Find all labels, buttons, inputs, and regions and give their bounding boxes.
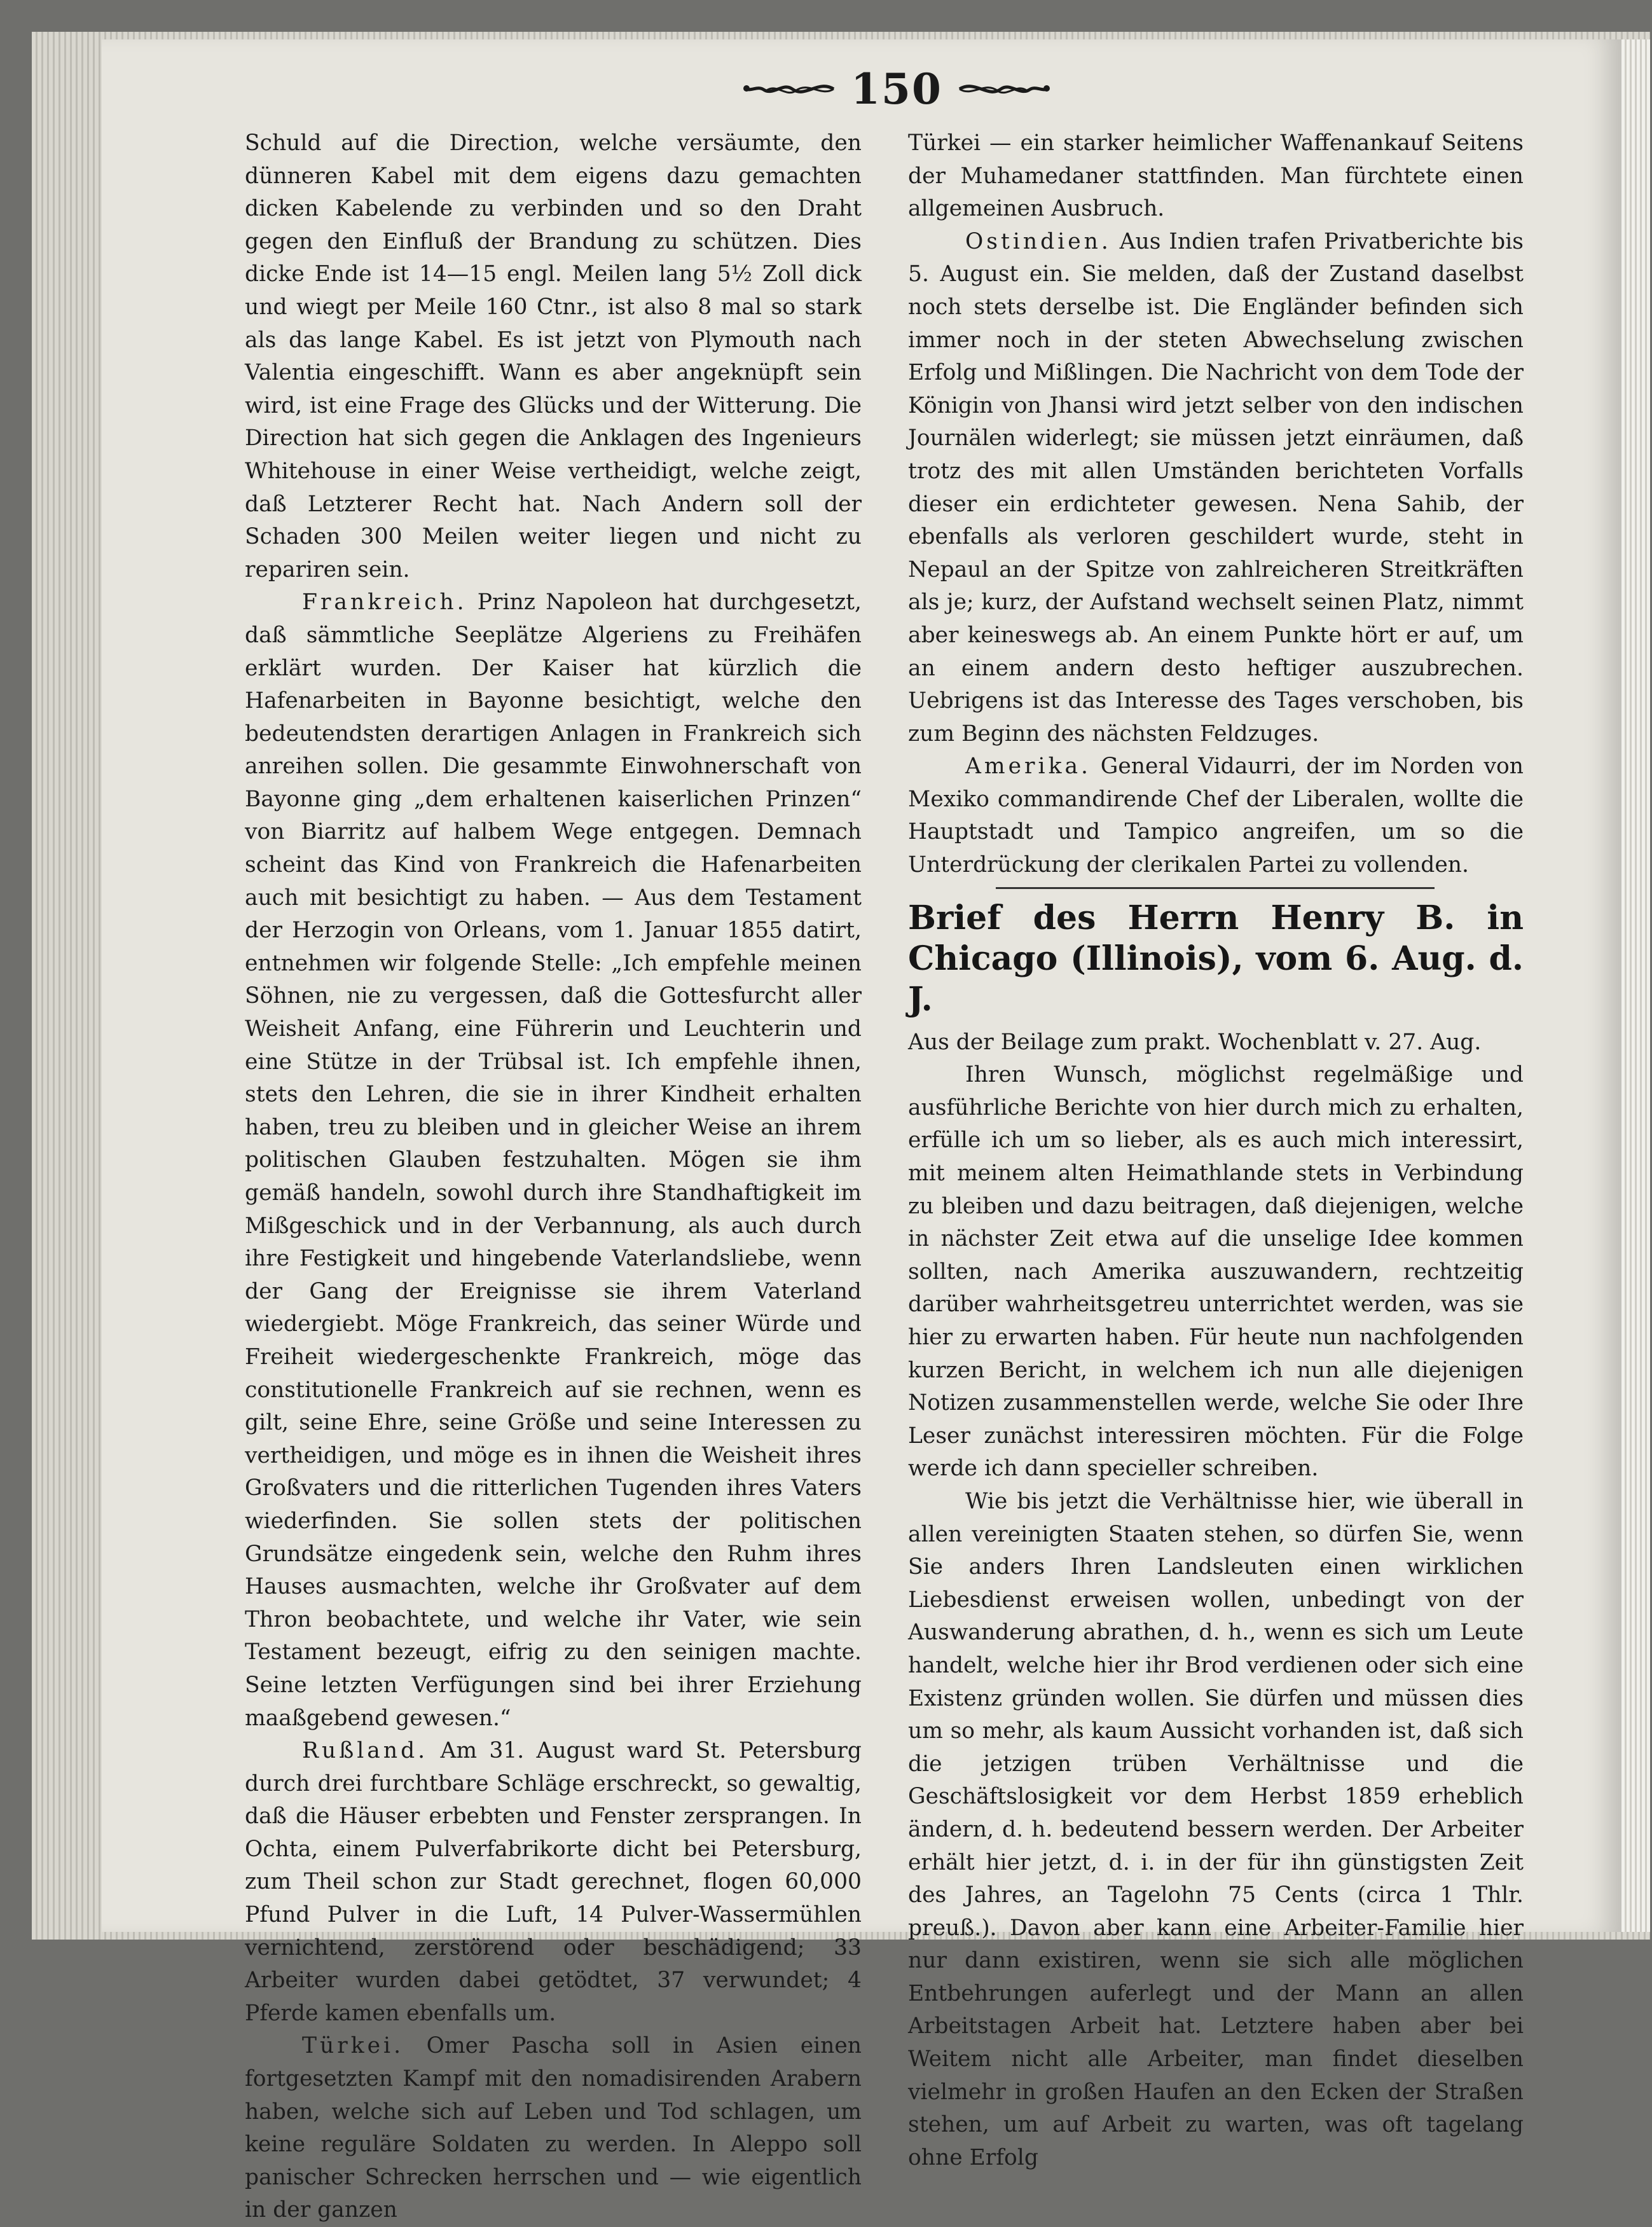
page-number: 150 xyxy=(851,64,942,114)
section-label-tuerkei: Türkei. xyxy=(302,2033,404,2059)
paragraph-tuerkei xyxy=(245,2030,862,2227)
paragraph-russland-text: Am 31. August ward St. Petersburg durch drei furchtbare Schläge erschreckt, so gewaltig, daß die Häuser erbebten und Fenster zersprangen. In Ochta, einem Pulverfabrikorte dicht bei Petersburg, zum Theil schon zur Stadt gerechnet, flogen 60,000 Pfund Pulver in die Luft, 14 Pulver-Wassermühlen vernichtend, zerstörend oder beschädigend; 33 Arbeiter wurden dabei getödtet, 37 verwundet; 4 Pferde kamen ebenfalls um. xyxy=(245,1738,862,2026)
left-column xyxy=(245,127,862,2227)
article-source-line: Aus der Beilage zum prakt. Wochenblatt v. 27. Aug. xyxy=(908,1029,1482,1055)
paragraph-letter-intro: Ihren Wunsch, möglichst regelmäßige und ausführliche Berichte von hier durch mich zu erhalten, erfülle ich um so lieber, als es auch mich interessirt, mit meinem alten Heimathlande stets in Verbindung zu bleiben und dazu beitragen, daß diejenigen, welche in nächster Zeit etwa auf die unselige Idee kommen sollten, nach Amerika auszuwandern, rechtzeitig darüber wahrheitsgetreu unterrichtet werden, was sie hier zu erwarten haben. Für heute nun nachfolgenden kurzen Bericht, in welchem ich nun alle diejenigen Notizen zusammenstellen werde, welche Sie oder Ihre Leser zunächst interessiren möchten. Für die Folge werde ich dann specieller schreiben. xyxy=(908,1062,1524,1482)
paragraph-tuerkei-text: Omer Pascha soll in Asien einen fortgesetzten Kampf mit den nomadisirenden Arabern haben, welche sich auf Leben und Tod schlagen, um keine reguläre Soldaten zu werden. In Aleppo soll panischer Schrecken herrschen und — wie eigentlich in der ganzen xyxy=(245,2033,862,2223)
page-right-edge xyxy=(1621,39,1650,1932)
right-column xyxy=(908,127,1524,2174)
section-label-russland: Rußland. xyxy=(302,1738,429,1764)
section-divider xyxy=(996,887,1435,889)
article-headline: Brief des Herrn Henry B. in Chicago (Illinois), vom 6. Aug. d. J. xyxy=(908,898,1524,1019)
paragraph-ostindien xyxy=(908,226,1524,751)
paragraph-letter-conditions: Wie bis jetzt die Verhältnisse hier, wie überall in allen vereinigten Staaten stehen, so dürfen Sie, wenn Sie anders Ihren Landsleuten einen wirklichen Liebesdienst erweisen wollen, unbedingt von der Auswanderung abrathen, d. h., wenn es sich um Leute handelt, welche hier ihr Brod verdienen oder sich eine Existenz gründen wollen. Sie dürfen und müssen dies um so mehr, als kaum Aussicht vorhanden ist, daß sich die jetzigen trüben Verhältnisse und die Geschäftslosigkeit vor dem Herbst 1859 erheblich ändern, d. h. bedeutend bessern werden. Der Arbeiter erhält hier jetzt, d. i. in der für ihn günstigsten Zeit des Jahres, an Tagelohn 75 Cents (circa 1 Thlr. preuß.). Davon aber kann eine Arbeiter-Familie hier nur dann existiren, wenn sie sich alle möglichen Entbehrungen auferlegt und der Mann an allen Arbeitstagen Arbeit hat. Letztere haben aber bei Weitem nicht alle Arbeiter, man findet dieselben vielmehr in großen Haufen an den Ecken der Straßen stehen, um auf Arbeit zu warten, was oft tagelang ohne Erfolg xyxy=(908,1488,1524,2170)
left-ornament-icon xyxy=(741,73,837,105)
page-header xyxy=(731,60,1062,118)
paragraph-frankreich xyxy=(245,586,862,1735)
paragraph-tuerkei-continued: Türkei — ein starker heimlicher Waffenankauf Seitens der Muhamedaner stattfinden. Man fürchtete einen allgemeinen Ausbruch. xyxy=(908,130,1524,222)
section-label-ostindien: Ostindien. xyxy=(965,228,1112,254)
paragraph-ostindien-text: Aus Indien trafen Privatberichte bis 5. August ein. Sie melden, daß der Zustand daselbst noch stets derselbe ist. Die Engländer befinden sich immer noch in der steten Abwechselung zwischen Erfolg und Mißlingen. Die Nachricht von dem Tode der Königin von Jhansi wird jetzt selber von den indischen Journälen widerlegt; sie müssen jetzt einräumen, daß trotz des mit allen Umständen berichteten Vorfalls dieser ein erdichteter gewesen. Nena Sahib, der ebenfalls als verloren geschildert wurde, steht in Nepaul an der Spitze von zahlreicheren Streitkräften als je; kurz, der Aufstand wechselt seinen Platz, nimmt aber keineswegs ab. An einem Punkte hört er auf, um an einem andern desto heftiger auszubrechen. Uebrigens ist das Interesse des Tages verschoben, bis zum Beginn des nächsten Feldzuges. xyxy=(908,228,1524,747)
paragraph-amerika xyxy=(908,750,1524,881)
right-ornament-icon xyxy=(956,73,1052,105)
paragraph-russland xyxy=(245,1735,862,2030)
section-label-amerika: Amerika. xyxy=(965,754,1092,780)
paragraph-amerika-text: General Vidaurri, der im Norden von Mexiko commandirende Chef der Liberalen, wollte die Hauptstadt und Tampico angreifen, um so die Unterdrückung der clerikalen Partei zu vollenden. xyxy=(908,754,1524,878)
paragraph-frankreich-text: Prinz Napoleon hat durchgesetzt, daß sämmtliche Seeplätze Algeriens zu Freihäfen erklärt wurden. Der Kaiser hat kürzlich die Hafenarbeiten in Bayonne besichtigt, welche den bedeutendsten derartigen Anlagen in Frankreich sich anreihen sollen. Die gesammte Einwohnerschaft von Bayonne ging „dem erhaltenen kaiserlichen Prinzen“ von Biarritz auf halbem Wege entgegen. Demnach scheint das Kind von Frankreich die Hafenarbeiten auch mit besichtigt zu haben. — Aus dem Testament der Herzogin von Orleans, vom 1. Januar 1855 datirt, entnehmen wir folgende Stelle: „Ich empfehle meinen Söhnen, nie zu vergessen, daß die Gottesfurcht aller Weisheit Anfang, eine Führerin und Leuchterin und eine Stütze in der Trübsal ist. Ich empfehle ihnen, stets den Lehren, die sie in ihrer Kindheit erhalten haben, treu zu bleiben und in gleicher Weise an ihrem politischen Glauben festzuhalten. Mögen sie ihm gemäß handeln, sowohl durch ihre Standhaftigkeit im Mißgeschick und in der Verbannung, als auch durch ihre Festigkeit und hingebende Vaterlandsliebe, wenn der Gang der Ereignisse sie ihrem Vaterland wiedergiebt. Möge Frankreich, das seiner Würde und Freiheit wiedergeschenkte Frankreich, möge das constitutionelle Frankreich auf sie rechnen, wenn es gilt, seine Ehre, seine Größe und seine Interessen zu vertheidigen, und möge es in ihnen die Weisheit ihres Großvaters und die ritterlichen Tugenden ihres Vaters wiederfinden. Sie sollen stets der politischen Grundsätze eingedenk sein, welche den Ruhm ihres Hauses ausmachten, welche ihr Großvater auf dem Thron beobachtete, und welche ihr Vater, wie sein Testament bezeugt, eifrig zu den seinigen machte. Seine letzten Verfügungen sind bei ihrer Erziehung maaßgebend gewesen.“ xyxy=(245,590,862,1731)
section-label-frankreich: Frankreich. xyxy=(302,590,467,616)
paragraph-telegraph-cable: Schuld auf die Direction, welche versäumte, den dünneren Kabel mit dem eigens dazu gemachten dicken Kabelende zu verbinden und so den Draht gegen den Einfluß der Brandung zu schützen. Dies dicke Ende ist 14—15 engl. Meilen lang 5½ Zoll dick und wiegt per Meile 160 Ctnr., ist also 8 mal so stark als das lange Kabel. Es ist jetzt von Plymouth nach Valentia eingeschifft. Wann es aber angeknüpft sein wird, ist eine Frage des Glücks und der Witterung. Die Direction hat sich gegen die Anklagen des Ingenieurs Whitehouse in einer Weise vertheidigt, welche zeigt, daß Letzterer Recht hat. Nach Andern soll der Schaden 300 Meilen weiter liegen und nicht zu repariren sein. xyxy=(245,130,862,583)
